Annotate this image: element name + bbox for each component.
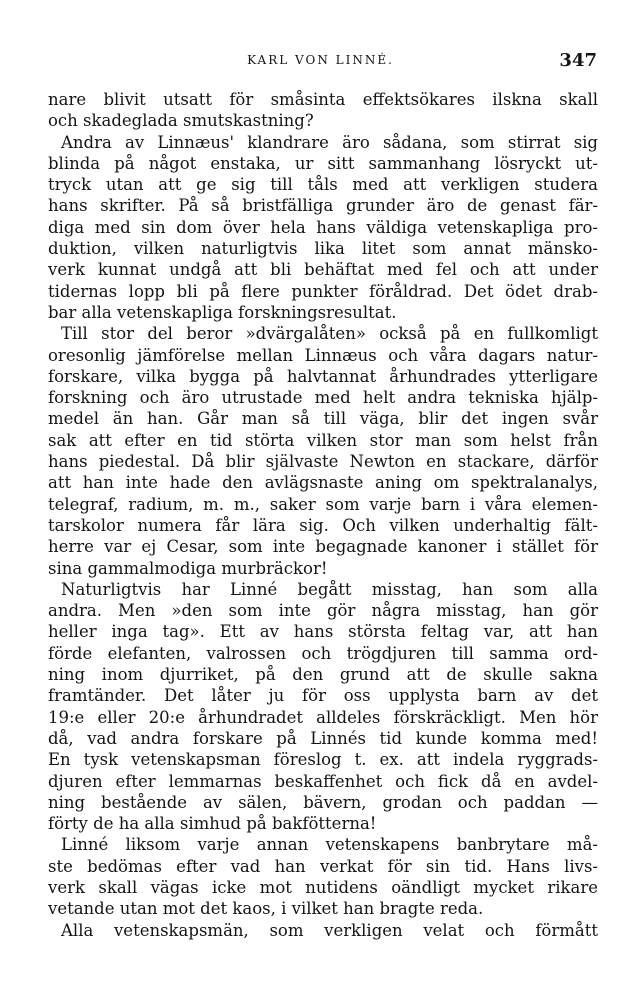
text-line: sak att efter en tid störta vilken stor man som helst från	[48, 430, 598, 450]
text-line: och skadeglada smutskastning?	[48, 111, 314, 131]
text-line: att han inte hade den avlägsnaste aning om spektralanalys,	[48, 473, 598, 493]
text-line: Linné liksom varje annan vetenskapens banbrytare må-	[61, 835, 598, 855]
text-line: Naturligtvis har Linné begått misstag, han som alla	[61, 579, 598, 599]
text-line: sina gammalmodiga murbräckor!	[48, 558, 328, 578]
text-line: vetande utan mot det kaos, i vilket han bragte reda.	[48, 899, 484, 919]
running-header	[0, 50, 641, 72]
text-line: Andra av Linnæus' klandrare äro sådana, som stirrat sig	[61, 132, 598, 152]
text-line: ste bedömas efter vad han verkat för sin tid. Hans livs-	[48, 856, 598, 876]
text-line: verk kunnat undgå att bli behäftat med fel och att under	[48, 260, 598, 280]
text-line: Till stor del beror »dvärgalåten» också på en fullkomligt	[61, 324, 598, 344]
text-line: forskning och äro utrustade med helt andra tekniska hjälp-	[48, 388, 598, 408]
text-line: nare blivit utsatt för småsinta effektsökares ilskna skall	[48, 90, 598, 109]
text-line: djuren efter lemmarnas beskaffenhet och fick då en avdel-	[48, 771, 598, 791]
text-line: duktion, vilken naturligtvis lika litet som annat mänsko-	[48, 239, 598, 259]
text-line: 19:e eller 20:e århundradet alldeles förskräckligt. Men hör	[48, 707, 598, 727]
text-line: telegraf, radium, m. m., saker som varje barn i våra elemen-	[48, 494, 598, 514]
text-line: förde elefanten, valrossen och trögdjuren till samma ord-	[48, 643, 598, 663]
page-number: 347	[559, 50, 597, 71]
text-line: tryck utan att ge sig till tåls med att verkligen studera	[48, 175, 598, 195]
text-line: ning bestående av sälen, bävern, grodan och paddan —	[48, 792, 598, 812]
text-line: medel än han. Går man så till väga, blir det ingen svår	[48, 409, 598, 429]
text-line: heller inga tag». Ett av hans största feltag var, att han	[48, 622, 598, 642]
running-title: KARL VON LINNÉ.	[247, 53, 394, 67]
text-line: Alla vetenskapsmän, som verkligen velat och förmått	[61, 920, 598, 940]
text-line: då, vad andra forskare på Linnés tid kunde komma med!	[48, 728, 598, 748]
text-line: andra. Men »den som inte gör några misstag, han gör	[48, 601, 598, 621]
text-line: En tysk vetenskapsman föreslog t. ex. att indela ryggrads-	[48, 750, 598, 770]
text-line: blinda på något enstaka, ur sitt sammanhang lösryckt ut-	[48, 153, 598, 173]
text-line: diga med sin dom över hela hans väldiga vetenskapliga pro-	[48, 217, 598, 237]
text-line: förty de ha alla simhud på bakfötterna!	[48, 814, 377, 834]
text-line: verk skall vägas icke mot nutidens oändligt mycket rikare	[48, 877, 598, 897]
text-line: ning inom djurriket, på den grund att de skulle sakna	[48, 665, 598, 685]
text-line: hans piedestal. Då blir självaste Newton en stackare, därför	[48, 452, 598, 472]
body-text	[48, 89, 598, 941]
text-line: oresonlig jämförelse mellan Linnæus och våra dagars natur-	[48, 345, 598, 365]
text-line: hans skrifter. På så bristfälliga grunder äro de genast fär-	[48, 196, 598, 216]
text-line: tidernas lopp bli på flere punkter föråldrad. Det ödet drab-	[48, 281, 598, 301]
text-line: framtänder. Det låter ju för oss upplysta barn av det	[48, 686, 598, 706]
text-line: forskare, vilka bygga på halvtannat århundrades ytterligare	[48, 366, 598, 386]
text-line: bar alla vetenskapliga forskningsresultat.	[48, 302, 397, 322]
text-line: herre var ej Cesar, som inte begagnade kanoner i stället för	[48, 537, 598, 557]
text-line: tarskolor numera får lära sig. Och vilken underhaltig fält-	[48, 515, 598, 535]
